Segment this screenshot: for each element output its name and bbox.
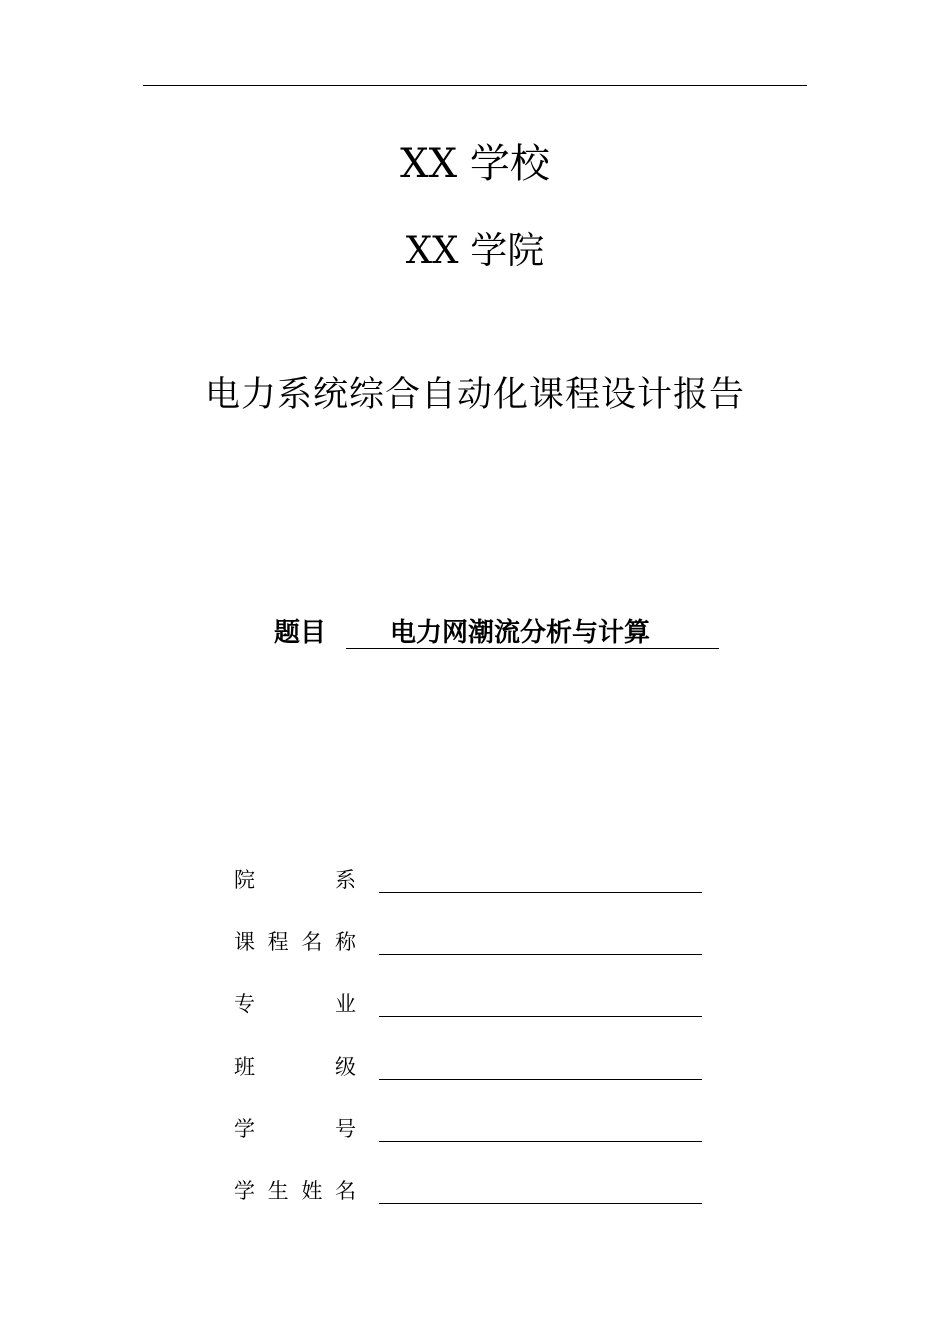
- school-name: XX 学校: [400, 141, 550, 187]
- info-row-major: [234, 987, 704, 1021]
- info-label-class: 班 级: [234, 1055, 356, 1079]
- subject-label: 题目: [274, 618, 327, 648]
- info-row-student-name: [234, 1174, 704, 1208]
- info-row-class: [234, 1050, 704, 1084]
- info-label-student-id: 学 号: [234, 1117, 356, 1141]
- student-name-field[interactable]: [379, 1174, 702, 1204]
- course-name-field[interactable]: [379, 925, 702, 955]
- info-label-department: 院 系: [234, 868, 356, 892]
- info-row-course-name: [234, 925, 704, 959]
- info-label-major: 专 业: [234, 992, 356, 1016]
- report-title: 电力系统综合自动化课程设计报告: [204, 375, 745, 415]
- info-label-student-name: 学 生 姓 名: [234, 1179, 356, 1203]
- info-row-student-id: [234, 1112, 704, 1146]
- header-rule: [143, 85, 807, 86]
- info-row-department: [234, 863, 704, 897]
- student-id-field[interactable]: [379, 1112, 702, 1142]
- college-name: XX 学院: [405, 229, 545, 272]
- info-label-course-name: 课 程 名 称: [234, 930, 356, 954]
- subject-value: 电力网潮流分析与计算: [390, 618, 651, 648]
- class-field[interactable]: [379, 1050, 702, 1080]
- major-field[interactable]: [379, 987, 702, 1017]
- department-field[interactable]: [379, 863, 702, 893]
